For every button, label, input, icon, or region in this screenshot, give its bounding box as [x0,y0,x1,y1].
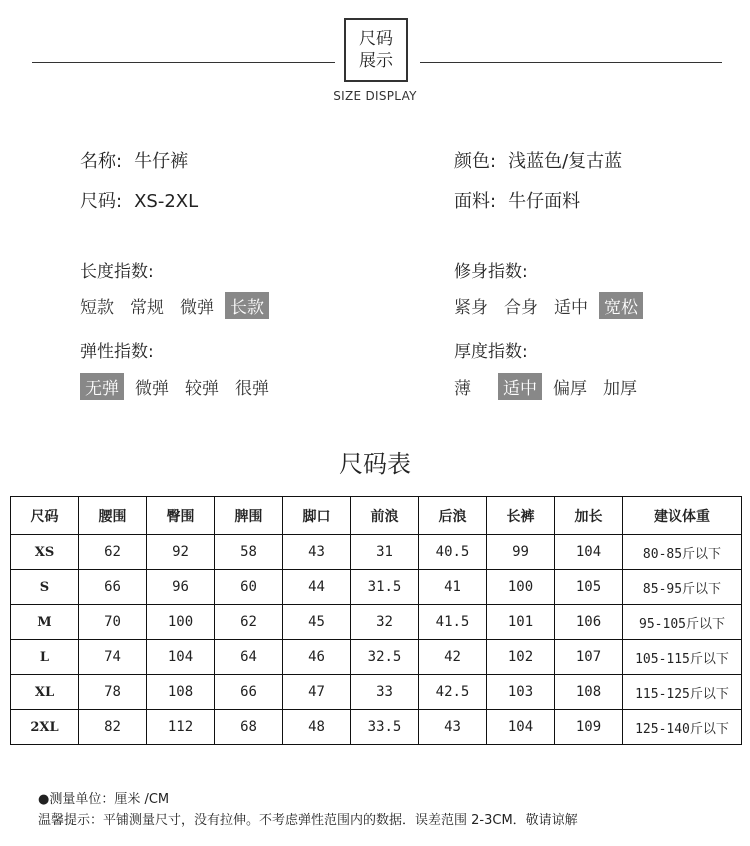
header-rule-left [32,62,335,63]
table-cell: 66 [215,675,283,710]
product-fabric-label: 面料: [454,191,497,212]
elasticity-option: 很弹 [235,379,269,399]
column-header: 前浪 [351,497,419,535]
elasticity-option-selected: 无弹 [80,373,124,400]
header-title-box [344,18,408,82]
table-row [11,675,742,710]
table-cell: 92 [147,535,215,570]
column-header: 尺码 [11,497,79,535]
product-name-label: 名称: [80,151,123,172]
thickness-index-title: 厚度指数: [454,342,528,362]
table-cell: 33 [351,675,419,710]
table-cell: 115-125斤以下 [623,675,742,710]
table-cell: 43 [419,710,487,745]
product-size-label: 尺码: [80,191,123,212]
table-cell: 102 [487,640,555,675]
table-cell: 41 [419,570,487,605]
length-option: 微弹 [180,298,214,318]
table-cell: 41.5 [419,605,487,640]
table-cell: 40.5 [419,535,487,570]
table-cell: 95-105斤以下 [623,605,742,640]
table-cell: 48 [283,710,351,745]
table-cell: 31 [351,535,419,570]
length-option: 短款 [80,298,114,318]
table-cell: XL [11,675,79,710]
table-cell: M [11,605,79,640]
table-cell: 45 [283,605,351,640]
table-cell: 125-140斤以下 [623,710,742,745]
table-cell: 70 [79,605,147,640]
fit-option-selected: 宽松 [599,292,643,319]
length-index-title: 长度指数: [80,262,154,282]
table-cell: 32 [351,605,419,640]
table-cell: 42 [419,640,487,675]
table-cell: S [11,570,79,605]
table-cell: 104 [487,710,555,745]
size-table [10,496,742,745]
table-cell: 105 [555,570,623,605]
table-cell: 100 [487,570,555,605]
column-header: 长裤 [487,497,555,535]
table-cell: 112 [147,710,215,745]
table-cell: 104 [555,535,623,570]
table-cell: 109 [555,710,623,745]
product-size [80,187,198,213]
header-rule-right [420,62,722,63]
table-cell: 82 [79,710,147,745]
length-index-options [80,292,275,319]
table-cell: 2XL [11,710,79,745]
table-cell: 42.5 [419,675,487,710]
header-subtitle: SIZE DISPLAY [333,89,417,103]
table-row [11,605,742,640]
column-header: 脾围 [215,497,283,535]
elasticity-option: 较弹 [185,379,219,399]
table-cell: 62 [215,605,283,640]
table-row [11,640,742,675]
table-cell: 104 [147,640,215,675]
table-cell: 85-95斤以下 [623,570,742,605]
product-name-value: 牛仔裤 [134,151,189,172]
column-header: 臀围 [147,497,215,535]
table-cell: 107 [555,640,623,675]
elasticity-index-options [80,373,280,400]
table-cell: 100 [147,605,215,640]
column-header: 脚口 [283,497,351,535]
table-row [11,570,742,605]
fit-index-title: 修身指数: [454,262,528,282]
table-cell: 101 [487,605,555,640]
table-cell: 108 [555,675,623,710]
measurement-unit-note: ●测量单位：厘米 /CM [38,792,170,807]
product-size-value: XS-2XL [134,191,199,212]
fit-option: 合身 [504,298,538,318]
thickness-option: 薄 [454,379,471,399]
length-option-selected: 长款 [225,292,269,319]
column-header: 腰围 [79,497,147,535]
table-cell: 80-85斤以下 [623,535,742,570]
header-title-line1: 尺码 [359,29,393,49]
table-cell: L [11,640,79,675]
size-table-title: 尺码表 [339,450,411,478]
table-row [11,710,742,745]
table-cell: 62 [79,535,147,570]
table-cell: 60 [215,570,283,605]
table-cell: 47 [283,675,351,710]
table-cell: 105-115斤以下 [623,640,742,675]
table-cell: 108 [147,675,215,710]
product-color-label: 颜色: [454,151,497,172]
column-header: 加长 [555,497,623,535]
table-cell: 64 [215,640,283,675]
table-cell: 106 [555,605,623,640]
thickness-option: 偏厚 [553,379,587,399]
table-cell: 66 [79,570,147,605]
table-cell: 78 [79,675,147,710]
thickness-option-selected: 适中 [498,373,542,400]
table-cell: 33.5 [351,710,419,745]
fit-option: 紧身 [454,298,488,318]
fit-index-options [454,292,649,319]
thickness-index-options [454,373,648,400]
header-title-line2: 展示 [359,51,393,71]
product-fabric [454,187,580,213]
fit-option: 适中 [554,298,588,318]
table-cell: 43 [283,535,351,570]
table-cell: 44 [283,570,351,605]
elasticity-index-title: 弹性指数: [80,342,154,362]
product-fabric-value: 牛仔面料 [508,191,581,212]
table-cell: 58 [215,535,283,570]
product-color [454,147,622,173]
measurement-tip-note: 温馨提示：平铺测量尺寸，没有拉伸。不考虑弹性范围内的数据．误差范围 2-3CM．敬请谅解 [38,813,578,828]
table-cell: 46 [283,640,351,675]
table-cell: 31.5 [351,570,419,605]
product-color-value: 浅蓝色/复古蓝 [508,151,623,172]
table-row [11,535,742,570]
column-header: 后浪 [419,497,487,535]
table-cell: 99 [487,535,555,570]
elasticity-option: 微弹 [135,379,169,399]
table-cell: 96 [147,570,215,605]
thickness-option: 加厚 [603,379,637,399]
size-table-header-row [11,497,742,535]
table-cell: 32.5 [351,640,419,675]
product-name [80,147,188,173]
table-cell: 103 [487,675,555,710]
length-option: 常规 [130,298,164,318]
table-cell: 68 [215,710,283,745]
table-cell: XS [11,535,79,570]
table-cell: 74 [79,640,147,675]
column-header: 建议体重 [623,497,742,535]
